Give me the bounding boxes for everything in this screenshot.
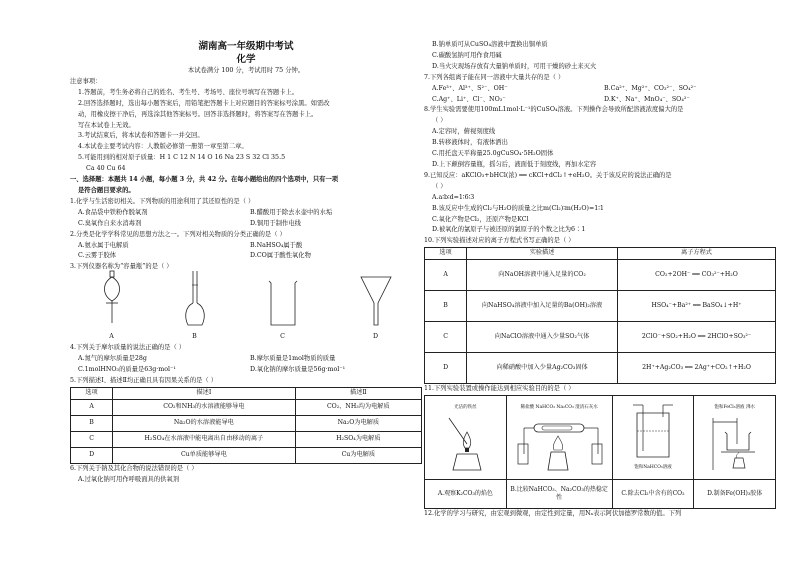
q12-stem: 12.化学的学习与研究，由宏观到微观，由定性到定量，用Nₐ表示阿伏加德罗常数的值。下列 bbox=[424, 510, 682, 518]
q7-option-c: C.Ag⁺、Li⁺、Cl⁻、NO₃⁻ bbox=[432, 95, 506, 103]
table-cell: H₂SO₄在水溶液中能电离出自由移动的离子 bbox=[113, 431, 296, 447]
table-cell: Na₂O为电解质 bbox=[295, 415, 421, 431]
q6-option-c: C.碳酸氢钠可用作食用碱 bbox=[432, 51, 502, 59]
q1-option-c: C.臭氧作自来水消毒剂 bbox=[78, 219, 142, 227]
table-cell: 向NaOH溶液中通入足量的CO₂ bbox=[467, 260, 618, 291]
q1-options-row1 bbox=[70, 208, 422, 219]
q2-option-d: D.CO属于酸性氧化物 bbox=[250, 252, 311, 260]
q2-option-b: B.NaHSO₄属于酸 bbox=[250, 241, 303, 249]
left-column bbox=[70, 40, 422, 486]
q11-cell-d bbox=[694, 396, 775, 508]
q8-option-b: B.转移液体时，有液体洒出 bbox=[432, 139, 508, 147]
alcohol-lamp-icon bbox=[435, 414, 495, 472]
instrument-d bbox=[359, 269, 393, 343]
table-cell: H₂SO₄为电解质 bbox=[295, 431, 421, 447]
q10-stem: 10.下列实验描述对应的离子方程式书写正确的是（ ） bbox=[424, 237, 575, 245]
note-line: 3.考试结束后，将本试卷和答题卡一并交回。 bbox=[78, 132, 204, 140]
q4-options-row1 bbox=[70, 354, 422, 365]
q2-stem: 2.分类是化学学科常见的思想方法之一。下列对相关物质的分类正确的是（ ） bbox=[70, 230, 286, 238]
heating-beaker-icon bbox=[707, 414, 763, 472]
table-cell: HSO₄⁻+Ba²⁺ ══ BaSO₄↓+H⁺ bbox=[618, 291, 776, 322]
table-header: 选项 bbox=[425, 248, 467, 260]
table-header: 实验描述 bbox=[467, 248, 618, 260]
q4-option-a: A.氮气的摩尔质量是28g bbox=[78, 355, 147, 363]
instrument-label: C bbox=[280, 333, 285, 341]
q9-option-d: D.被氧化的氯原子与被还原的氯原子的个数之比为6∶1 bbox=[432, 226, 586, 234]
q8-option-a: A.定容时，俯视刻度线 bbox=[432, 128, 496, 136]
note-line: Ca 40 Cu 64 bbox=[86, 165, 126, 173]
q3-instruments bbox=[70, 273, 422, 343]
exam-title: 湖南高一年级期中考试 bbox=[198, 41, 294, 52]
figure-caption: 稀盐酸 NaHCO₃ Na₂CO₃ 澄清石灰水 bbox=[520, 405, 598, 411]
table-row bbox=[71, 399, 422, 415]
table-cell: B bbox=[425, 291, 467, 322]
colloid-prep-figure bbox=[694, 396, 775, 479]
q4-option-c: C.1molHNO₃的质量是63g·mol⁻¹ bbox=[78, 366, 176, 374]
note-line: 2.回答选择题时，选出每小题答案后，用铅笔把答题卡上对应题目的答案标号涂黑。如需改 bbox=[78, 99, 330, 107]
table-row bbox=[71, 431, 422, 447]
q8-option-d: D.上下颠倒容量瓶，摇匀后，液面低于刻度线，再加水定容 bbox=[432, 160, 597, 168]
q6-option-a: A.过氧化钠可用作呼吸面具的供氧剂 bbox=[78, 475, 180, 483]
table-cell: CO₂+2OH⁻ ══ CO₃²⁻+H₂O bbox=[618, 260, 776, 291]
instrument-b bbox=[183, 269, 207, 343]
q7-option-b: B.Ca²⁺、Mg²⁺、CO₃²⁻、SO₄²⁻ bbox=[604, 84, 697, 92]
q4-options-row2 bbox=[70, 365, 422, 376]
right-column bbox=[424, 40, 776, 520]
table-cell: Cu为电解质 bbox=[295, 447, 421, 463]
q7-option-d: D.K⁺、Na⁺、MnO₄⁻、SO₄²⁻ bbox=[604, 95, 690, 103]
table-row bbox=[425, 353, 776, 384]
section-heading-cont: 是符合题目要求的。 bbox=[78, 186, 135, 194]
q11-label-a: A.观察K₂CO₃的焰色 bbox=[425, 479, 506, 508]
q4-option-d: D.氧化钠的摩尔质量是56g·mol⁻¹ bbox=[250, 366, 346, 374]
instrument-a bbox=[100, 269, 124, 343]
table-cell: 向稀硝酸中加入少量Ag₂CO₃固体 bbox=[467, 353, 618, 384]
q11-label-c: C.除去Cl₂中含有的CO₂ bbox=[613, 479, 694, 508]
table-cell: C bbox=[71, 431, 113, 447]
q11-cell-a bbox=[425, 396, 507, 508]
table-cell: 向NaHSO₄溶液中加入足量的Ba(OH)₂溶液 bbox=[467, 291, 618, 322]
table-header: 描述Ⅰ bbox=[113, 387, 296, 399]
q5-table bbox=[70, 387, 422, 464]
table-cell: CO₂、NH₃均为电解质 bbox=[295, 399, 421, 415]
q1-option-d: D.铜用于制作电线 bbox=[250, 219, 301, 227]
q11-stem: 11.下列实验装置或操作能达到相应实验目的的是（ ） bbox=[424, 385, 575, 393]
instrument-label: B bbox=[192, 333, 197, 341]
q9-option-b: B.该反应中生成的Cl₂与H₂O的质量之比m(Cl₂)∶m(H₂O)=1∶1 bbox=[432, 204, 604, 212]
table-cell: C bbox=[425, 322, 467, 353]
table-cell: CO₂和NH₃的水溶液能够导电 bbox=[113, 399, 296, 415]
q1-option-b: B.醋酸用于除去水壶中的水垢 bbox=[250, 208, 333, 216]
test-tube-setup-icon bbox=[514, 414, 604, 472]
note-line: 写在本试卷上无效。 bbox=[78, 121, 135, 129]
q11-label-b: B.比较NaHCO₃、Na₂CO₃的热稳定性 bbox=[507, 479, 612, 508]
q7-options-row2 bbox=[424, 95, 776, 106]
q1-options-row2 bbox=[70, 219, 422, 230]
table-header: 选项 bbox=[71, 387, 113, 399]
beaker-icon bbox=[266, 269, 300, 327]
q11-cell-c bbox=[613, 396, 695, 508]
q11-label-d: D.制备Fe(OH)₃胶体 bbox=[694, 479, 775, 508]
table-cell: A bbox=[71, 399, 113, 415]
gas-washing-bottle-icon bbox=[625, 401, 681, 463]
q9-stem-cont: （ ） bbox=[432, 182, 447, 190]
table-row bbox=[71, 415, 422, 431]
table-header-row bbox=[425, 248, 776, 260]
table-row bbox=[425, 322, 776, 353]
funnel-icon bbox=[359, 269, 393, 327]
note-line: 动，用橡皮擦干净后，再选涂其他答案标号。回答非选择题时，将答案写在答题卡上。 bbox=[78, 110, 318, 118]
q1-option-a: A.食品袋中铁粉作脱氧剂 bbox=[78, 208, 148, 216]
table-cell: A bbox=[425, 260, 467, 291]
table-cell: Cu单质能够导电 bbox=[113, 447, 296, 463]
figure-caption: 饱和FeCl₃溶液 沸水 bbox=[714, 405, 755, 411]
q9-stem: 9.已知反应：aKClO₃+bHCl(浓) ══ cKCl+dCl₂↑+eH₂O。关于该反应的说法正确的是 bbox=[424, 171, 672, 179]
q2-options-row1 bbox=[70, 241, 422, 252]
q6-stem: 6.下列关于钠及其化合物的说法错误的是（ ） bbox=[70, 464, 198, 472]
q1-stem: 1.化学与生活密切相关。下列物质的用途利用了其还原性的是（ ） bbox=[70, 197, 255, 205]
q8-option-c: C.用托盘天平称量25.0gCuSO₄·5H₂O固体 bbox=[432, 150, 554, 158]
q11-apparatus-grid bbox=[424, 395, 776, 509]
q9-option-c: C.氧化产物是Cl₂，还原产物是KCl bbox=[432, 215, 529, 223]
note-line: 4.本试卷主要考试内容：人教版必修第一册第一章至第二章。 bbox=[78, 143, 248, 151]
table-cell: D bbox=[71, 447, 113, 463]
q9-option-a: A.a∶b∶d=1∶6∶3 bbox=[432, 193, 475, 201]
q6-option-b: B.钠单质可从CuSO₄溶液中置换出铜单质 bbox=[432, 41, 548, 48]
q2-option-a: A.氨水属于电解质 bbox=[78, 241, 129, 249]
q11-cell-b bbox=[507, 396, 613, 508]
q6-option-d: D.当火灾现场存放有大量钠单质时，可用干燥的砂土来灭火 bbox=[432, 62, 597, 70]
q8-stem-cont: （ ） bbox=[432, 117, 447, 125]
table-header: 描述Ⅱ bbox=[295, 387, 421, 399]
note-line: 1.答题前，考生务必将自己的姓名、考生号、考场号、座位号填写在答题卡上。 bbox=[78, 88, 299, 96]
instrument-label: D bbox=[372, 333, 379, 341]
figure-caption: 饱和NaHCO₃溶液 bbox=[634, 465, 672, 471]
q4-option-b: B.摩尔质量是1mol物质的质量 bbox=[250, 355, 336, 363]
table-cell: Na₂O的水溶液能导电 bbox=[113, 415, 296, 431]
table-cell: D bbox=[425, 353, 467, 384]
flame-test-figure bbox=[425, 396, 506, 479]
table-cell: 2ClO⁻+SO₂+H₂O ══ 2HClO+SO₃²⁻ bbox=[618, 322, 776, 353]
figure-caption: 光洁的铁丝 bbox=[454, 405, 477, 411]
table-row bbox=[425, 260, 776, 291]
instrument-c bbox=[266, 269, 300, 343]
thermal-stability-figure bbox=[507, 396, 612, 479]
exam-info: 本试卷满分 100 分，考试用时 75 分钟。 bbox=[187, 67, 305, 74]
q2-options-row2 bbox=[70, 251, 422, 262]
instrument-label: A bbox=[109, 333, 114, 341]
table-row bbox=[425, 291, 776, 322]
q4-stem: 4.下列关于摩尔质量的说法正确的是（ ） bbox=[70, 344, 186, 352]
gas-washing-figure bbox=[613, 396, 694, 479]
q7-options-row1 bbox=[424, 84, 776, 95]
q7-stem: 7.下列各组离子能在同一溶液中大量共存的是（ ） bbox=[424, 73, 565, 81]
q2-option-c: C.云雾于胶体 bbox=[78, 252, 117, 260]
q3-stem: 3.下列仪器名称为“容量瓶”的是（ ） bbox=[70, 263, 173, 271]
volumetric-flask-icon bbox=[183, 269, 207, 327]
q8-stem: 8.学生实验需要使用100mL1mol·L⁻¹的CuSO₄溶液。下列操作会导致所配溶液浓度偏大的是 bbox=[424, 106, 684, 114]
q10-table bbox=[424, 247, 776, 384]
note-line: 5.可能用到的相对原子质量：H 1 C 12 N 14 O 16 Na 23 S 32 Cl 35.5 bbox=[78, 154, 286, 162]
table-cell: B bbox=[71, 415, 113, 431]
table-cell: 2H⁺+Ag₂CO₃ ══ 2Ag⁺+CO₂↑+H₂O bbox=[618, 353, 776, 384]
q7-option-a: A.Fe³⁺、Al³⁺、S²⁻、OH⁻ bbox=[432, 84, 508, 92]
table-header-row bbox=[71, 387, 422, 399]
table-row bbox=[71, 447, 422, 463]
table-cell: 向NaClO溶液中通入少量SO₂气体 bbox=[467, 322, 618, 353]
table-header: 离子方程式 bbox=[618, 248, 776, 260]
q5-stem: 5.下列描述Ⅰ、描述Ⅱ均正确且具有因果关系的是（ ） bbox=[70, 376, 218, 384]
exam-subject: 化学 bbox=[236, 54, 256, 65]
notes-heading: 注意事项： bbox=[70, 77, 102, 85]
separatory-funnel-icon bbox=[100, 269, 124, 327]
section-heading: 一、选择题：本题共 14 小题，每小题 3 分，共 42 分。在每小题给出的四个选项中，只有一项 bbox=[70, 176, 339, 184]
